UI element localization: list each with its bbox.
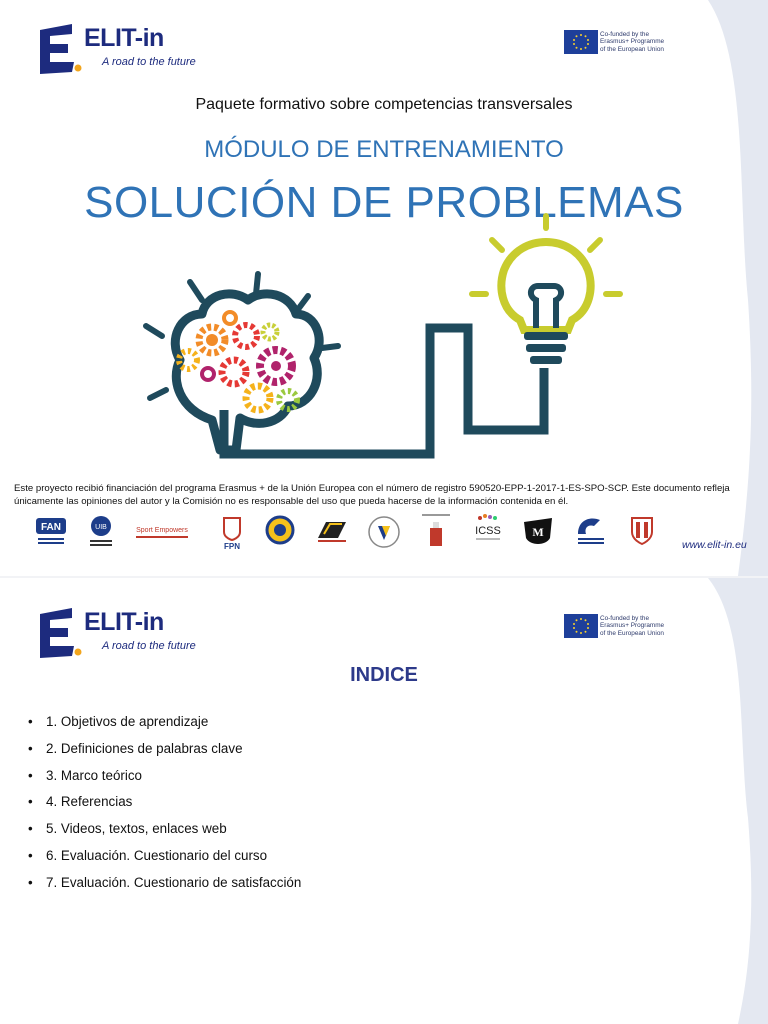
list-item: • 4. Referencias xyxy=(28,794,133,810)
list-item: • 5. Videos, textos, enlaces web xyxy=(28,821,227,837)
partner-logo-11 xyxy=(570,512,610,552)
brand-name: ELIT-in xyxy=(84,24,164,52)
elit-in-logo-icon xyxy=(36,22,82,76)
index-title: INDICE xyxy=(350,664,418,686)
eu-flag-icon xyxy=(564,614,598,638)
index-slide xyxy=(0,578,768,1024)
lightbulb-icon xyxy=(472,216,620,364)
brand-name: ELIT-in xyxy=(84,608,164,636)
eu-cofunded-text: Co-funded by the Erasmus+ Programme of the European Union xyxy=(600,31,665,53)
side-curve-decoration xyxy=(708,578,768,1024)
partner-logo-icss xyxy=(468,512,508,552)
partner-logo-uib xyxy=(80,512,120,552)
brand-tagline: A road to the future xyxy=(102,640,196,652)
svg-text:M: M xyxy=(532,525,544,539)
brain-to-bulb-illustration xyxy=(140,210,640,470)
list-item: • 2. Definiciones de palabras clave xyxy=(28,740,243,756)
partner-logo-fpn xyxy=(212,512,252,552)
list-item: • 3. Marco teórico xyxy=(28,767,143,783)
eu-cofunded-text: Co-funded by the Erasmus+ Programme of the European Union xyxy=(600,615,665,637)
partner-logo-5 xyxy=(260,512,300,552)
partner-name: UIB xyxy=(95,524,107,531)
main-title: SOLUCIÓN DE PROBLEMAS xyxy=(84,178,684,227)
partner-name: FPN xyxy=(224,542,240,551)
module-heading: MÓDULO DE ENTRENAMIENTO xyxy=(204,136,564,163)
partner-name: Sport Empowers xyxy=(136,527,188,534)
eu-flag-icon xyxy=(564,30,598,54)
partner-name: ICSS xyxy=(475,525,501,537)
partner-logo-8 xyxy=(416,512,456,552)
partner-logo-10 xyxy=(518,512,558,552)
list-item: • 6. Evaluación. Cuestionario del curso xyxy=(28,847,268,863)
brand-tagline: A road to the future xyxy=(102,56,196,68)
gears-icon xyxy=(179,312,297,410)
index-list xyxy=(28,714,301,902)
package-subtitle: Paquete formativo sobre competencias transversales xyxy=(195,96,573,113)
elit-in-logo-icon xyxy=(36,606,82,660)
partner-logo-6 xyxy=(312,512,352,552)
website-link[interactable]: www.elit-in.eu xyxy=(682,539,747,551)
list-item: • 1. Objetivos de aprendizaje xyxy=(28,714,209,729)
eu-cofunded-badge xyxy=(564,30,674,56)
partner-logos xyxy=(30,512,670,552)
partner-logo-sport-empowers xyxy=(130,512,194,552)
partner-logo-7 xyxy=(364,512,404,552)
partner-logo-fan xyxy=(30,512,70,552)
partner-logo-12 xyxy=(622,512,662,552)
funding-disclaimer: Este proyecto recibió financiación del programa Erasmus + de la Unión Europea con el número de registro 590520-EPP-1-2017-1-ES-SPO-SCP. Este documento refleja únicamente las opiniones del autor y la Comisión no es responsable del uso que pueda hacerse de la información contenida en él. xyxy=(14,483,730,507)
elit-in-logo xyxy=(36,606,196,666)
elit-in-logo xyxy=(36,22,196,82)
partner-name: FAN xyxy=(41,522,61,533)
eu-cofunded-badge xyxy=(564,614,674,640)
list-item: • 7. Evaluación. Cuestionario de satisfacción xyxy=(28,874,302,890)
